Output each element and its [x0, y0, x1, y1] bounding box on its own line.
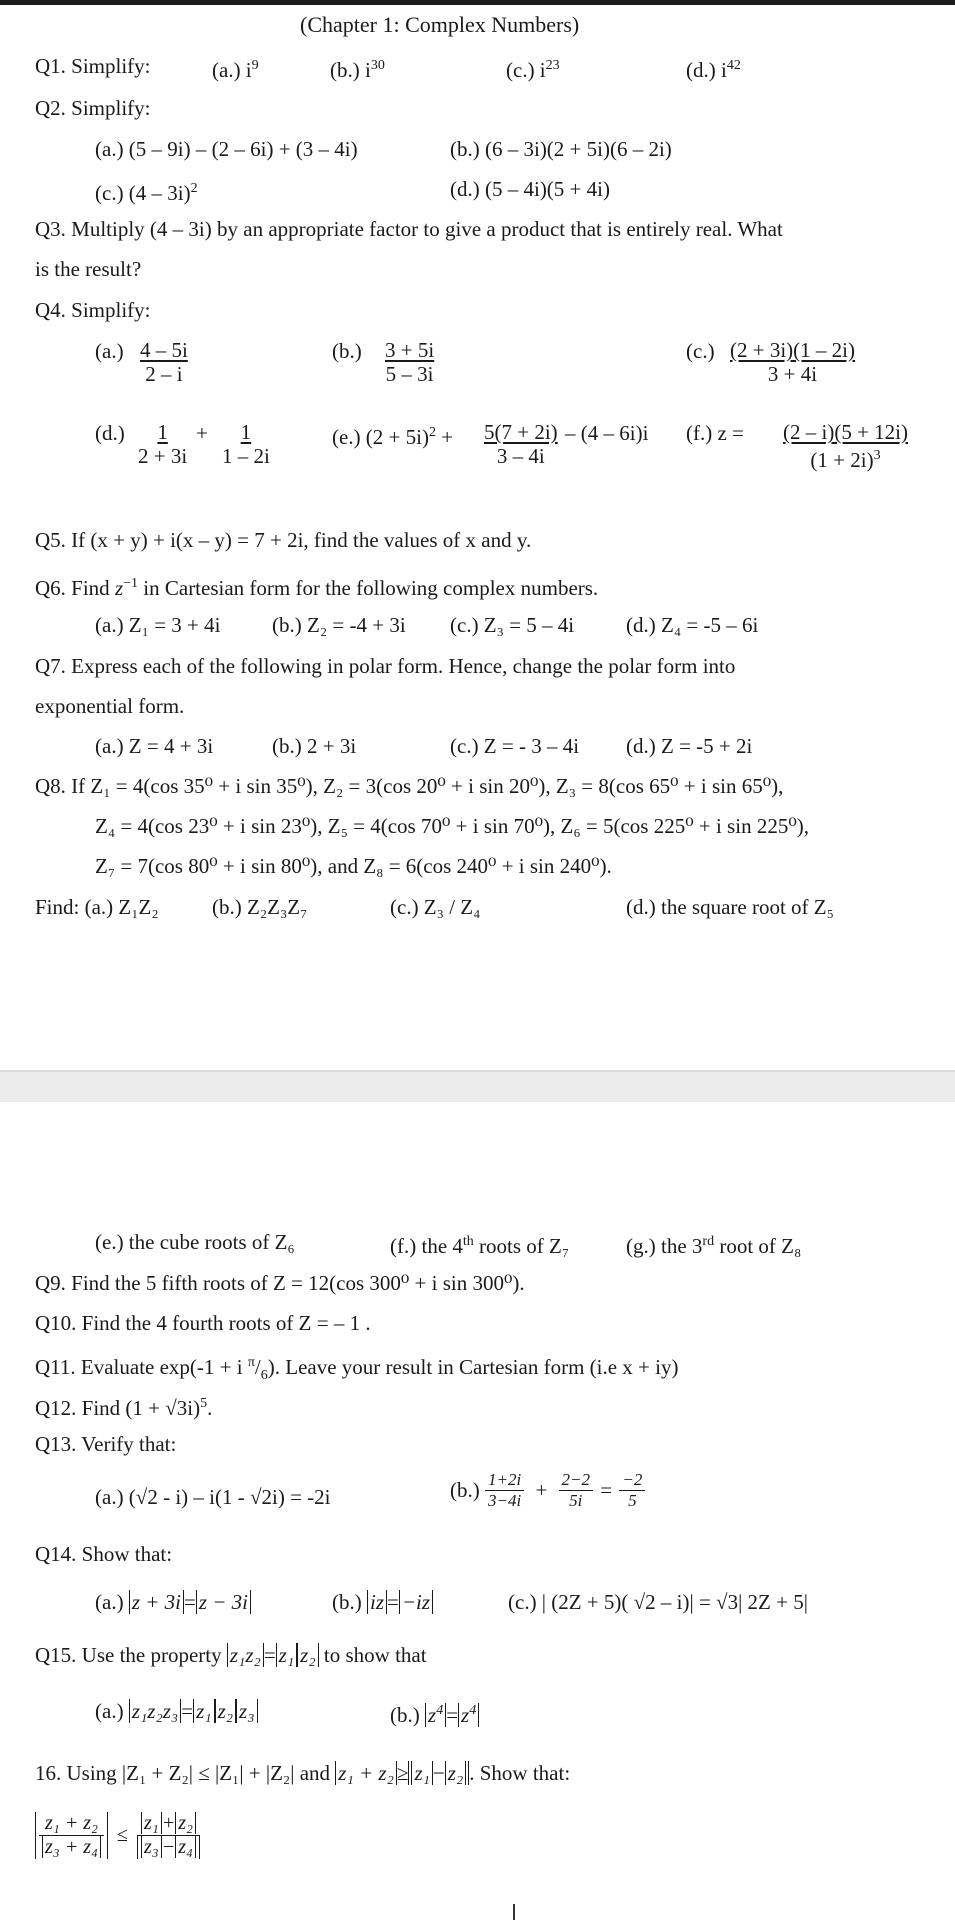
q4-e: (e.) $(2 + 5i)^2$ +: [332, 425, 454, 449]
q2-label: Q2. Simplify:: [35, 96, 151, 120]
q15-text: Q15. Use the property z₁z₂ = z₁ z₂ to show that: [35, 1643, 427, 1667]
q13-a: (a.) (√2 - i) – i(1 - √2i) = -2i: [95, 1485, 331, 1509]
q6-c: (c.) Z₃ = 5 – 4i: [450, 613, 575, 637]
q15-a: (a.) z₁z₂z₃ = z₁ z₂ z₃: [95, 1698, 258, 1724]
q8-find-f: (f.) the 4th roots of Z₇: [390, 1234, 570, 1258]
q1-d: (d.) $i^{42}$: [686, 58, 741, 82]
q7-a: (a.) Z = 4 + 3i: [95, 734, 214, 758]
q8-line1: Q8. If Z₁ = 4(cos 35⁰ + i sin 35⁰), Z₂ = 3(cos 20⁰ + i sin 20⁰), Z₃ = 8(cos 65⁰ + i sin 65⁰),: [35, 774, 784, 798]
q4-f-fraction: $\frac{(2 - i)(5 + 12i)}{(1 + 2i)^3}$: [783, 420, 908, 472]
q13-b: (b.) $\frac{1+2i}{3-4i}$ + $\frac{2-2}{5i}$ = $\frac{-2}{5}$: [450, 1470, 645, 1511]
q11-text: Q11. Evaluate exp(-1 + i $^\pi/_6$). Leave your result in Cartesian form (i.e x + iy): [35, 1355, 679, 1384]
q4-e-rest: – (4 – 6i)i: [565, 421, 649, 445]
q6-d: (d.) Z₄ = -5 – 6i: [626, 613, 759, 637]
q9-text: Q9. Find the 5 fifth roots of Z = 12(cos 300⁰ + i sin 300⁰).: [35, 1271, 525, 1295]
q7-line1: Q7. Express each of the following in polar form. Hence, change the polar form into: [35, 654, 736, 678]
q3-line1: Q3. Multiply (4 – 3i) by an appropriate factor to give a product that is entirely real. What: [35, 217, 783, 241]
q4-a-fraction: $\frac{4 - 5i}{2 - i}$: [140, 338, 188, 386]
q8-find-g: (g.) the 3rd root of Z₈: [626, 1234, 802, 1258]
q15-b: (b.) $z^4 = z^4$: [390, 1698, 479, 1728]
q1-b: (b.) $i^{30}$: [330, 58, 385, 82]
page-gap: [0, 1072, 955, 1102]
q8-line2: Z₄ = 4(cos 23⁰ + i sin 23⁰), Z₅ = 4(cos 70⁰ + i sin 70⁰), Z₆ = 5(cos 225⁰ + i sin 225⁰),: [95, 814, 809, 838]
q16-inequality: $\frac{\text{z₁ + z₂}}{\text{z₃ + z₄}}$ ≤ $\frac{\text{z₁ + z₂}}{\text{z₃ − z₄}}$: [35, 1812, 200, 1859]
q14-b: (b.) iz = −iz: [332, 1589, 433, 1615]
q4-label: Q4. Simplify:: [35, 298, 151, 322]
q4-d-fraction-1: $\frac{1}{2 + 3i}$: [138, 420, 188, 468]
q4-f-label: (f.) z =: [686, 421, 744, 445]
q7-line2: exponential form.: [35, 694, 185, 718]
q1-a: (a.) $i^9$: [212, 58, 259, 82]
q10-text: Q10. Find the 4 fourth roots of Z = – 1 .: [35, 1311, 371, 1335]
q8-find-e: (e.) the cube roots of Z₆: [95, 1230, 295, 1254]
q1-label: Q1. Simplify:: [35, 54, 151, 78]
chapter-header: (Chapter 1: Complex Numbers): [300, 12, 580, 37]
q6-b: (b.) Z₂ = -4 + 3i: [272, 613, 406, 637]
q2-b: (b.) (6 – 3i)(2 + 5i)(6 – 2i): [450, 137, 672, 161]
q1-c: (c.) $i^{23}$: [506, 58, 560, 82]
q7-b: (b.) 2 + 3i: [272, 734, 357, 758]
q8-find-d: (d.) the square root of Z₅: [626, 895, 834, 919]
text-cursor: [513, 1904, 515, 1920]
q4-b-label: (b.): [332, 339, 362, 363]
q5-text: Q5. If (x + y) + i(x – y) = 7 + 2i, find the values of x and y.: [35, 528, 532, 552]
q14-c: (c.) | (2Z + 5)( √2 – i)| = √3| 2Z + 5|: [508, 1590, 808, 1614]
top-border: [0, 0, 955, 5]
q2-c: (c.) (4 – 3i)$^2$: [95, 181, 198, 205]
q12-text: Q12. Find $(1 + √3i)^5$.: [35, 1396, 213, 1420]
q8-line3: Z₇ = 7(cos 80⁰ + i sin 80⁰), and Z₈ = 6(cos 240⁰ + i sin 240⁰).: [95, 854, 612, 878]
q4-d-fraction-2: $\frac{1}{1 - 2i}$: [222, 420, 270, 468]
q6-a: (a.) Z₁ = 3 + 4i: [95, 613, 221, 637]
q6-text: Q6. Find $z^{-1}$ in Cartesian form for the following complex numbers.: [35, 576, 599, 600]
q4-c-label: (c.): [686, 339, 715, 363]
q3-line2: is the result?: [35, 257, 142, 281]
q16-text: 16. Using |Z₁ + Z₂| ≤ |Z₁| + |Z₂| and z₁ + z₂ ≥ z₁ − z₂ . Show that:: [35, 1761, 571, 1785]
q4-d-label: (d.): [95, 421, 125, 445]
q8-find-b: (b.) Z₂Z₃Z₇: [212, 895, 308, 919]
q13-label: Q13. Verify that:: [35, 1432, 177, 1456]
q7-c: (c.) Z = - 3 – 4i: [450, 734, 580, 758]
q2-d: (d.) (5 – 4i)(5 + 4i): [450, 177, 610, 201]
q4-b-fraction: $\frac{3 + 5i}{5 - 3i}$: [385, 338, 435, 386]
q4-d-plus: +: [196, 421, 208, 445]
q8-find-a: Find: (a.) Z₁Z₂: [35, 895, 159, 919]
q14-a: (a.) z + 3i = z − 3i: [95, 1589, 251, 1615]
q14-label: Q14. Show that:: [35, 1542, 173, 1566]
q8-find-c: (c.) Z₃ / Z₄: [390, 895, 481, 919]
q4-e-fraction: $\frac{5(7 + 2i)}{3 - 4i}$: [484, 420, 558, 468]
q4-c-fraction: $\frac{(2 + 3i)(1 - 2i)}{3 + 4i}$: [730, 338, 855, 386]
q2-a: (a.) (5 – 9i) – (2 – 6i) + (3 – 4i): [95, 137, 358, 161]
q7-d: (d.) Z = -5 + 2i: [626, 734, 753, 758]
q4-a-label: (a.): [95, 339, 124, 363]
